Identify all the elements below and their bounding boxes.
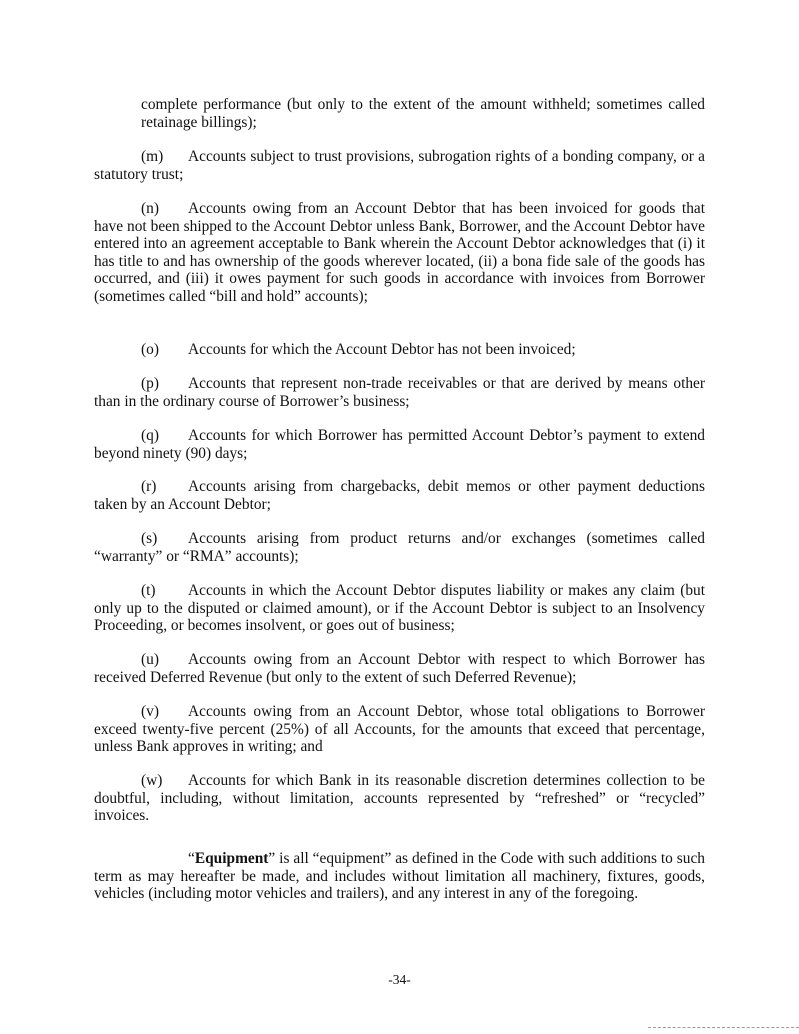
item-text: Accounts for which Borrower has permitted Account Debtor’s payment to extend beyond ninety (90) days; [94, 427, 705, 462]
item-text: Accounts in which the Account Debtor disputes liability or makes any claim (but only up to the disputed or claimed amount), or if the Account Debtor is subject to an Insolvency Proceeding, or becomes insolvent, or goes out of business; [94, 582, 705, 635]
footer-rule [648, 1027, 799, 1028]
item-t [94, 582, 705, 635]
page-number: -34- [388, 972, 411, 987]
item-text: Accounts owing from an Account Debtor with respect to which Borrower has received Deferred Revenue (but only to the extent of such Deferred Revenue); [94, 651, 705, 686]
item-label: (s) [141, 530, 158, 547]
item-r [94, 478, 705, 513]
item-label: (o) [141, 341, 159, 358]
item-label: (v) [141, 703, 159, 720]
item-o [94, 341, 705, 359]
definition-text: ” is all “equipment” as defined in the Code with such additions to such term as may hereafter be made, and includes without limitation all machinery, fixtures, goods, vehicles (including motor vehicles and trailers), and any interest in any of the foregoing. [94, 850, 705, 903]
item-u [94, 651, 705, 686]
item-text: Accounts that represent non-trade receivables or that are derived by means other than in the ordinary course of Borrower’s business; [94, 375, 705, 410]
definition-open-quote: “ [188, 850, 195, 867]
item-text: Accounts arising from chargebacks, debit memos or other payment deductions taken by an Account Debtor; [94, 478, 705, 513]
continuation-text: complete performance (but only to the extent of the amount withheld; sometimes called retainage billings); [141, 96, 705, 131]
item-text: Accounts owing from an Account Debtor, whose total obligations to Borrower exceed twenty-five percent (25%) of all Accounts, for the amounts that exceed that percentage, unless Bank approves in writing; and [94, 703, 705, 756]
item-p [94, 375, 705, 410]
definition-term: Equipment [194, 850, 269, 867]
item-label: (q) [141, 427, 159, 444]
item-s [94, 530, 705, 565]
item-v [94, 703, 705, 756]
item-label: (p) [141, 375, 159, 392]
item-q [94, 427, 705, 462]
item-m [94, 148, 705, 183]
item-label: (r) [141, 478, 157, 495]
item-text: Accounts owing from an Account Debtor that has been invoiced for goods that have not been shipped to the Account Debtor unless Bank, Borrower, and the Account Debtor have entered into an agreement acceptable to Bank wherein the Account Debtor acknowledges that (i) it has title to and has ownership of the goods wherever located, (ii) a bona fide sale of the goods has occurred, and (iii) it owes payment for such goods in accordance with invoices from Borrower (sometimes called “bill and hold” accounts); [94, 200, 705, 305]
item-text: Accounts for which the Account Debtor has not been invoiced; [188, 341, 576, 358]
item-w [94, 772, 705, 825]
continuation-paragraph [141, 96, 705, 131]
item-label: (n) [141, 200, 159, 217]
item-text: Accounts for which Bank in its reasonable discretion determines collection to be doubtful, including, without limitation, accounts represented by “refreshed” or “recycled” invoices. [94, 772, 705, 825]
item-text: Accounts arising from product returns and/or exchanges (sometimes called “warranty” or “RMA” accounts); [94, 530, 705, 565]
item-text: Accounts subject to trust provisions, subrogation rights of a bonding company, or a statutory trust; [94, 148, 705, 183]
item-n [94, 200, 705, 306]
equipment-definition [94, 850, 705, 903]
item-label: (u) [141, 651, 159, 668]
item-label: (t) [141, 582, 156, 599]
item-label: (m) [141, 148, 164, 165]
item-label: (w) [141, 772, 163, 789]
